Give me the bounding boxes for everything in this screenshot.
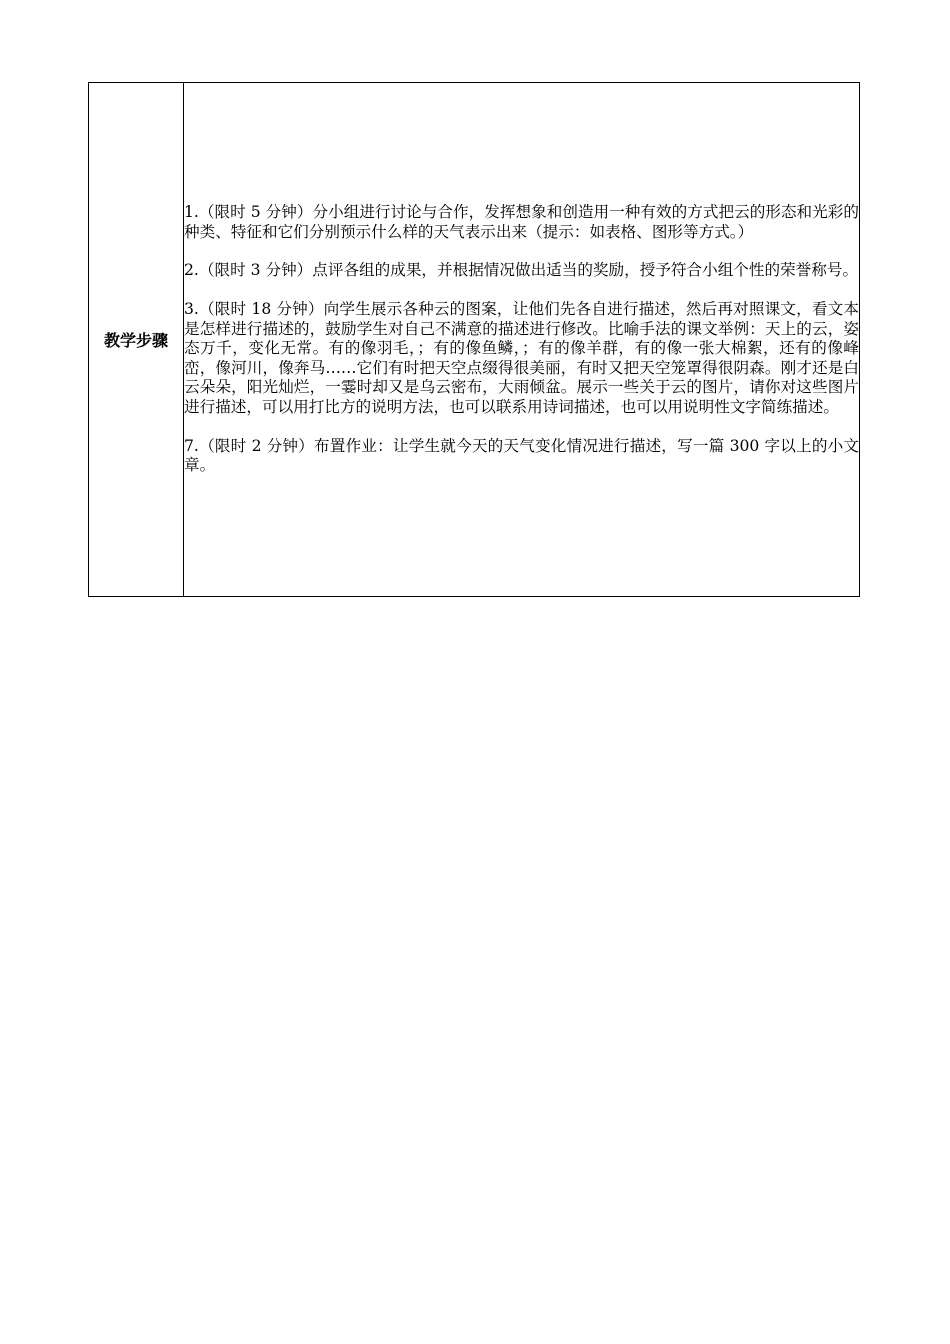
row-label: 教学步骤 — [103, 331, 168, 350]
step-paragraph-3: 3.（限时 18 分钟）向学生展示各种云的图案，让他们先各自进行描述，然后再对照课文，看文本是怎样进行描述的，鼓励学生对自己不满意的描述进行修改。比喻手法的课文举例：天上的云，姿态万千，变化无常。有的像羽毛，；有的像鱼鳞，；有的像羊群，有的像一张大棉絮，还有的像峰峦，像河川，像奔马……它们有时把天空点缀得很美丽，有时又把天空笼罩得很阴森。刚才还是白云朵朵，阳光灿烂，一霎时却又是乌云密布，大雨倾盆。展示一些关于云的图片，请你对这些图片进行描述，可以用打比方的说明方法，也可以联系用诗词描述，也可以用说明性文字简练描述。 — [184, 300, 859, 416]
step-paragraph-7: 7.（限时 2 分钟）布置作业：让学生就今天的天气变化情况进行描述，写一篇 300 字以上的小文章。 — [184, 436, 859, 475]
row-content-cell — [184, 83, 860, 597]
step-paragraph-1: 1.（限时 5 分钟）分小组进行讨论与合作，发挥想象和创造用一种有效的方式把云的形态和光彩的种类、特征和它们分别预示什么样的天气表示出来（提示：如表格、图形等方式。） — [184, 203, 859, 241]
table-row — [89, 83, 860, 597]
step-paragraph-2: 2.（限时 3 分钟）点评各组的成果，并根据情况做出适当的奖励，授予符合小组个性的荣誉称号。 — [184, 261, 859, 280]
lesson-plan-table — [88, 82, 860, 597]
row-label-cell — [89, 83, 184, 597]
